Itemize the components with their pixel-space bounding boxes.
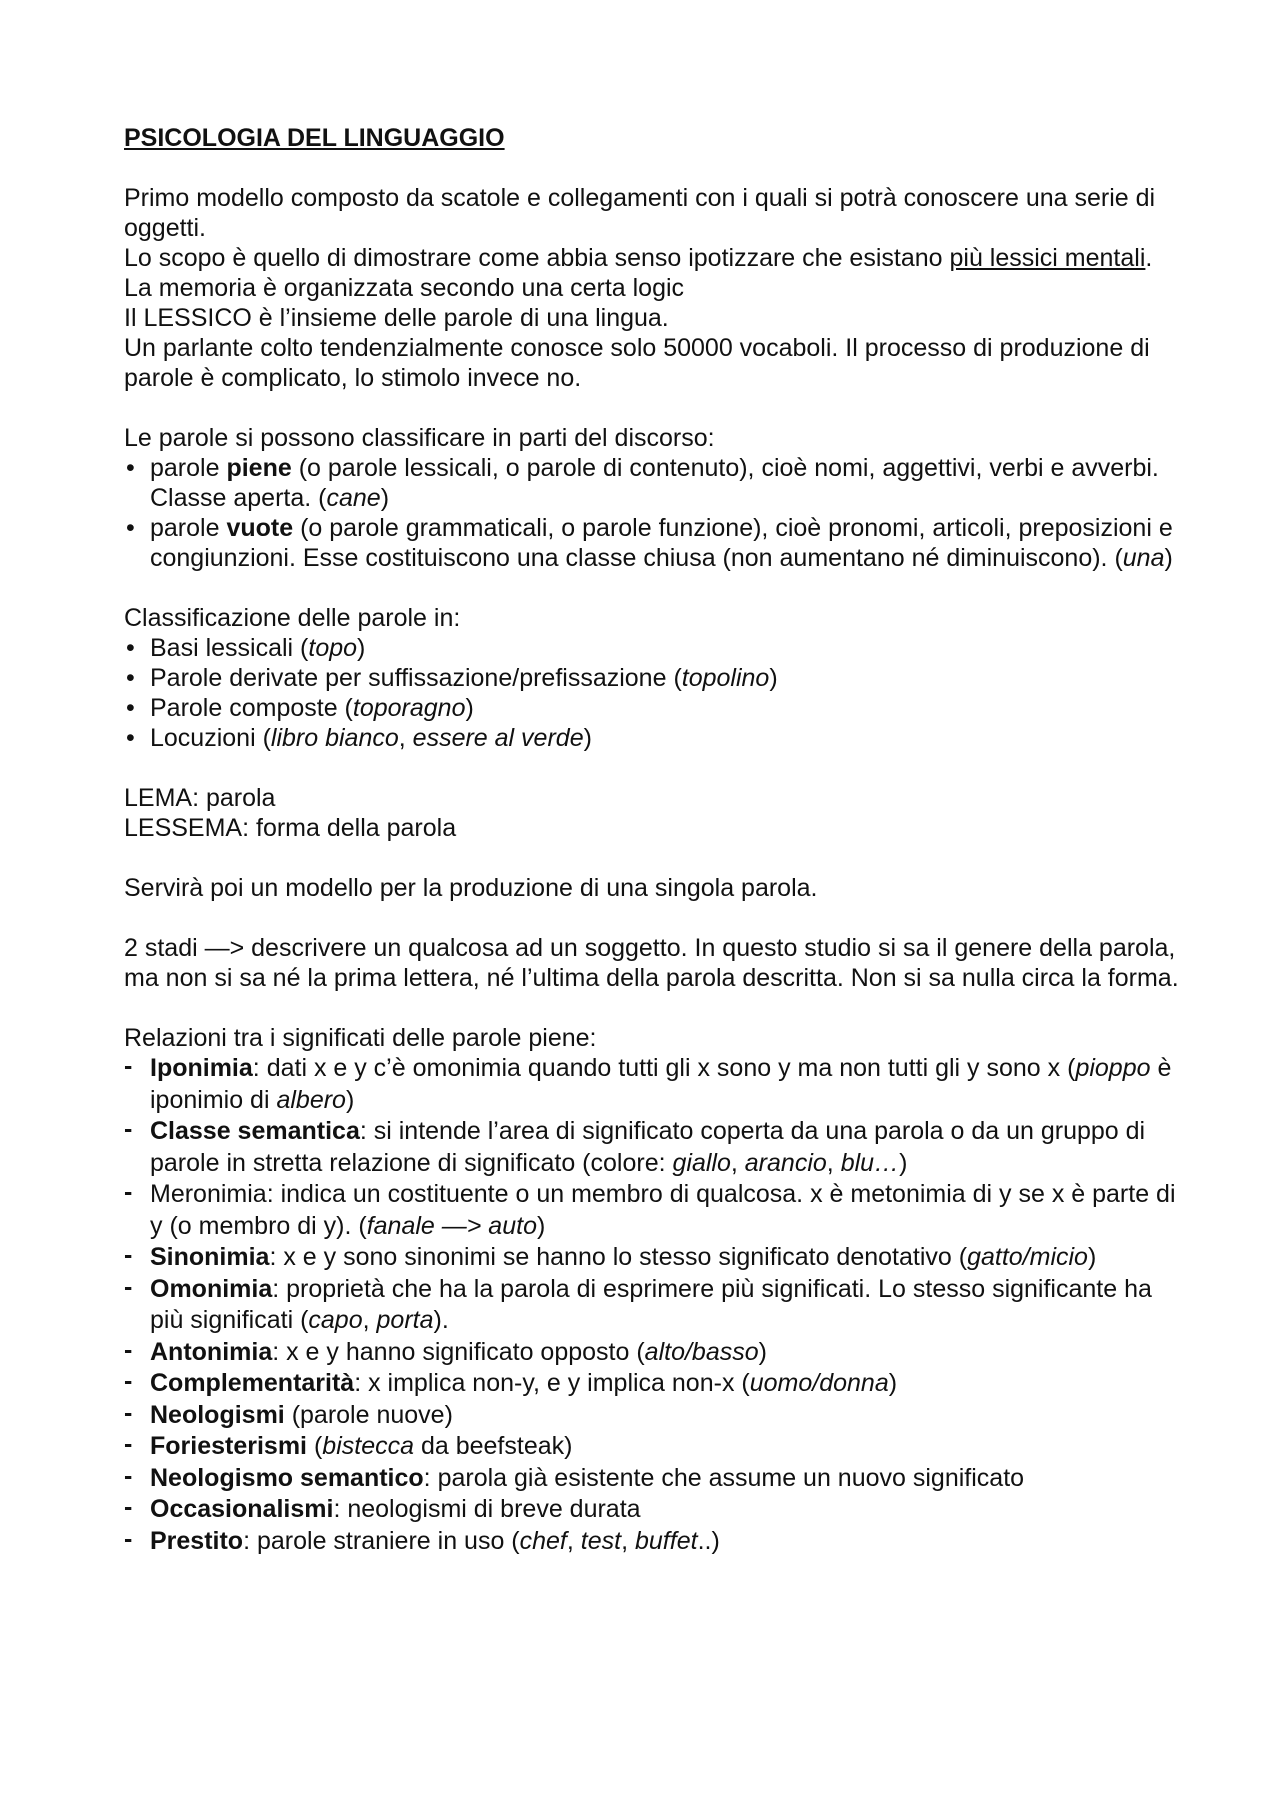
- text: ,: [398, 724, 413, 752]
- section-heading: Relazioni tra i significati delle parole piene:: [124, 1024, 597, 1052]
- italic-text: capo: [308, 1306, 363, 1334]
- text: ): [465, 694, 474, 722]
- underlined-text: più lessici mentali: [949, 244, 1146, 272]
- dash-list: [124, 1053, 1180, 1557]
- bold-text: piene: [226, 454, 292, 482]
- italic-text: chef: [519, 1526, 567, 1555]
- bold-text: vuote: [226, 514, 294, 542]
- text: : x e y hanno significato opposto (: [272, 1337, 645, 1366]
- text: ,: [566, 1526, 581, 1555]
- italic-text: toporagno: [352, 694, 466, 722]
- text: ): [888, 1369, 898, 1397]
- italic-text: una: [1122, 544, 1165, 572]
- italic-text: cane: [326, 484, 381, 512]
- text: ): [345, 1085, 355, 1114]
- bold-text: Neologismi: [150, 1400, 285, 1429]
- parti-section: [124, 423, 1180, 573]
- text: ): [357, 634, 366, 662]
- list-item: [124, 1053, 1180, 1116]
- bold-text: Iponimia: [150, 1054, 253, 1082]
- bold-text: Sinonimia: [150, 1243, 270, 1271]
- text: (parole nuove): [284, 1400, 453, 1429]
- text: ): [758, 1337, 767, 1366]
- text: Locuzioni (: [150, 724, 271, 752]
- bold-text: Foriesterismi: [150, 1432, 308, 1460]
- italic-text: fanale —> auto: [366, 1211, 537, 1240]
- italic-text: libro bianco: [270, 724, 399, 752]
- text: ).: [433, 1306, 449, 1334]
- list-item: [124, 723, 1180, 753]
- text: ): [769, 664, 778, 692]
- text: ,: [826, 1148, 841, 1177]
- text: : x implica non-y, e y implica non-x (: [354, 1369, 750, 1397]
- list-item: [124, 663, 1180, 693]
- lema-section: [124, 783, 1180, 843]
- relazioni-section: [124, 1023, 1180, 1557]
- text: Meronimia: indica un costituente o un membro di qualcosa. x è metonimia di y se x è parte di y (o membro di y). (: [150, 1180, 1176, 1240]
- italic-text: test: [580, 1526, 622, 1555]
- text: da beefsteak): [414, 1432, 573, 1460]
- list-item: [124, 1494, 1180, 1526]
- spacer: [124, 993, 1180, 1023]
- definition-line: LESSEMA: forma della parola: [124, 814, 457, 842]
- italic-text: topo: [308, 634, 358, 662]
- section-heading: Le parole si possono classificare in parti del discorso:: [124, 424, 715, 452]
- italic-text: arancio: [744, 1148, 827, 1177]
- italic-text: gatto/micio: [967, 1243, 1088, 1271]
- text: ): [380, 484, 390, 512]
- text: parole: [150, 454, 227, 482]
- italic-text: pioppo: [1075, 1054, 1151, 1082]
- text: ): [1087, 1243, 1097, 1271]
- list-item: [124, 1400, 1180, 1432]
- paragraph: Servirà poi un modello per la produzione di una singola parola.: [124, 874, 818, 902]
- paragraph: Il LESSICO è l’insieme delle parole di una lingua.: [124, 304, 669, 332]
- paragraph: 2 stadi —> descrivere un qualcosa ad un soggetto. In questo studio si sa il genere della parola, ma non si sa né la prima lettera, né l’ultima della parola descritta. Non si sa nulla circa la forma.: [124, 934, 1179, 992]
- text: : dati x e y c’è omonimia quando tutti gli x sono y ma non tutti gli y sono x (: [252, 1054, 1076, 1082]
- list-item: [124, 1274, 1180, 1337]
- text: Parole derivate per suffissazione/prefissazione (: [150, 664, 682, 692]
- bold-text: Neologismo semantico: [150, 1463, 424, 1492]
- text: Parole composte (: [150, 694, 353, 722]
- text: ): [1164, 544, 1173, 572]
- text: parole: [150, 514, 227, 542]
- bold-text: Antonimia: [150, 1337, 273, 1366]
- text: : proprietà che ha la parola di esprimere più significati. Lo stesso significante ha più significati (: [150, 1274, 1152, 1334]
- page-title: PSICOLOGIA DEL LINGUAGGIO: [124, 124, 505, 152]
- list-item: [124, 1368, 1180, 1400]
- paragraph: [124, 243, 1180, 273]
- text: : x e y sono sinonimi se hanno lo stesso significato denotativo (: [269, 1243, 968, 1271]
- text: Lo scopo è quello di dimostrare come abbia senso ipotizzare che esistano: [124, 244, 950, 272]
- intro-section: [124, 183, 1180, 393]
- italic-text: alto/basso: [644, 1337, 759, 1366]
- text: (o parole lessicali, o parole di contenuto), cioè nomi, aggettivi, verbi e avverbi. Classe aperta. (: [150, 454, 1159, 512]
- bullet-list: [124, 453, 1180, 573]
- text: (: [307, 1432, 323, 1460]
- text: (o parole grammaticali, o parole funzione), cioè pronomi, articoli, preposizioni e congiunzioni. Esse costituiscono una classe chiusa (non aumentano né diminuiscono). (: [150, 514, 1173, 572]
- list-item: [124, 513, 1180, 573]
- list-item: [124, 1431, 1180, 1463]
- list-item: [124, 1526, 1180, 1558]
- bullet-list: [124, 633, 1180, 753]
- paragraph: Primo modello composto da scatole e collegamenti con i quali si potrà conoscere una serie di oggetti.: [124, 184, 1156, 242]
- text: : si intende l’area di significato coperta da una parola o da un gruppo di parole in stretta relazione di significato (colore:: [150, 1117, 1146, 1177]
- text: ..): [697, 1526, 720, 1555]
- list-item: [124, 633, 1180, 663]
- italic-text: blu…: [840, 1148, 900, 1177]
- bold-text: Occasionalismi: [150, 1495, 334, 1523]
- section-heading: Classificazione delle parole in:: [124, 604, 461, 632]
- definition-line: LEMA: parola: [124, 784, 276, 812]
- spacer: [124, 573, 1180, 603]
- text: Basi lessicali (: [150, 634, 309, 662]
- bold-text: Omonimia: [150, 1274, 273, 1303]
- list-item: [124, 693, 1180, 723]
- list-item: [124, 1179, 1180, 1242]
- spacer: [124, 753, 1180, 783]
- list-item: [124, 1463, 1180, 1495]
- list-item: [124, 1242, 1180, 1274]
- text: ,: [730, 1148, 745, 1177]
- text: ,: [362, 1306, 377, 1334]
- classificazione-section: [124, 603, 1180, 753]
- spacer: [124, 843, 1180, 873]
- paragraph: Un parlante colto tendenzialmente conosce solo 50000 vocaboli. Il processo di produzione di parole è complicato, lo stimolo invece no.: [124, 334, 1150, 392]
- text: : parole straniere in uso (: [243, 1526, 520, 1555]
- list-item: [124, 1116, 1180, 1179]
- text: ,: [621, 1526, 635, 1555]
- bold-text: Complementarità: [150, 1369, 355, 1397]
- text: : parola già esistente che assume un nuovo significato: [423, 1463, 1025, 1492]
- list-item: [124, 1337, 1180, 1369]
- spacer: [124, 393, 1180, 423]
- text: : neologismi di breve durata: [333, 1495, 641, 1523]
- paragraph: La memoria è organizzata secondo una certa logic: [124, 274, 685, 302]
- italic-text: albero: [276, 1085, 346, 1114]
- italic-text: essere al verde: [412, 724, 584, 752]
- text: ): [536, 1211, 546, 1240]
- text: .: [1145, 244, 1153, 272]
- italic-text: bistecca: [322, 1432, 415, 1460]
- spacer: [124, 903, 1180, 933]
- bold-text: Prestito: [150, 1526, 244, 1555]
- text: ): [899, 1148, 908, 1177]
- italic-text: giallo: [672, 1148, 731, 1177]
- italic-text: topolino: [681, 664, 770, 692]
- bold-text: Classe semantica: [150, 1117, 360, 1145]
- italic-text: buffet: [635, 1526, 698, 1555]
- italic-text: porta: [376, 1306, 434, 1334]
- text: è iponimio di: [150, 1054, 1172, 1114]
- list-item: [124, 453, 1180, 513]
- italic-text: uomo/donna: [749, 1369, 889, 1397]
- text: ): [583, 724, 592, 752]
